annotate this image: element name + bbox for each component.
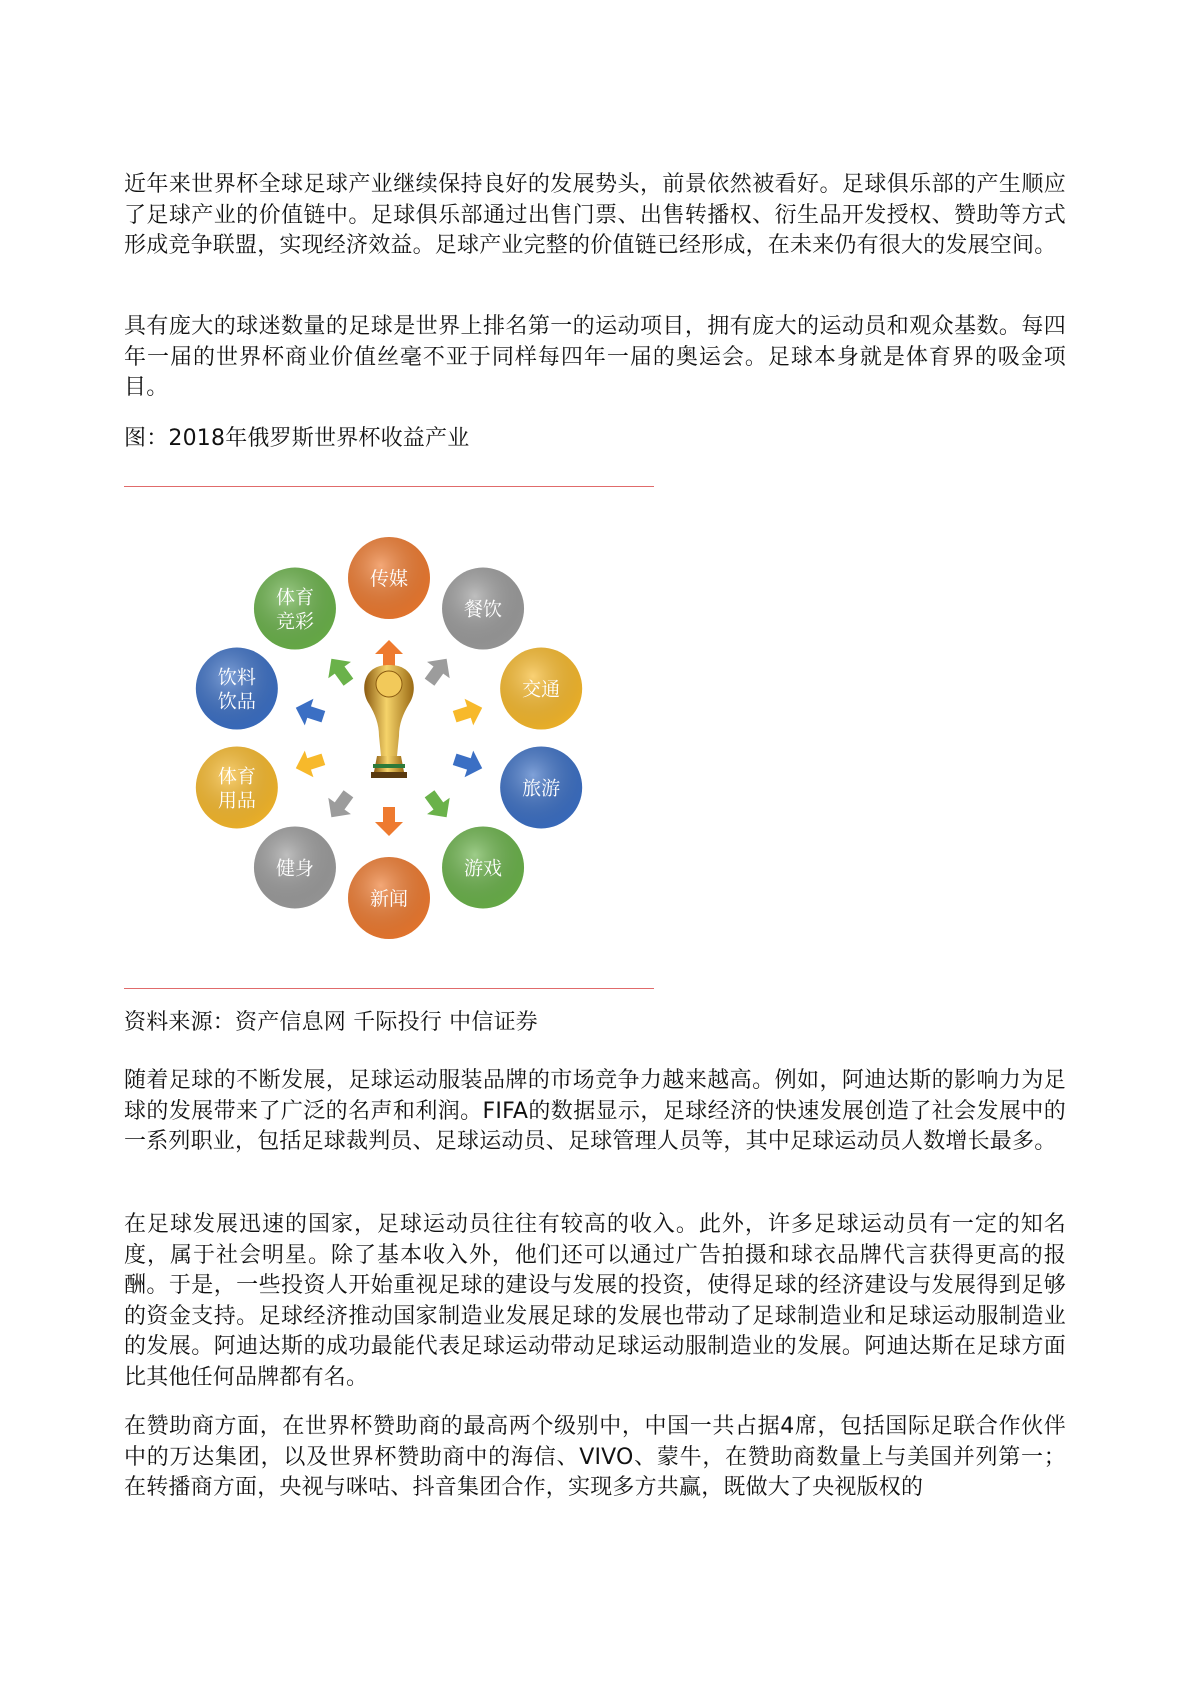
figure-bottom-rule (124, 988, 654, 989)
paragraph-3: 随着足球的不断发展，足球运动服装品牌的市场竞争力越来越高。例如，阿迪达斯的影响力为足球的发展带来了广泛的名声和利润。FIFA的数据显示，足球经济的快速发展创造了社会发展中的一系列职业，包括足球裁判员、足球运动员、足球管理人员等，其中足球运动员人数增长最多。 (124, 1068, 1066, 1154)
arrow-icon (418, 786, 458, 826)
node-label: 饮品 (217, 690, 256, 713)
arrow-icon (291, 746, 327, 782)
node-label: 传媒 (369, 568, 409, 590)
diagram-node (196, 746, 278, 828)
arrow-icon (375, 807, 403, 836)
paragraph-1: 近年来世界杯全球足球产业继续保持良好的发展势头，前景依然被看好。足球俱乐部的产生顺应了足球产业的价值链中。足球俱乐部通过出售门票、出售转播权、衍生品开发授权、赞助等方式形成竞争联盟，实现经济效益。足球产业完整的价值链已经形成，在未来仍有很大的发展空间。 (124, 172, 1066, 258)
node-label: 餐饮 (464, 598, 503, 621)
diagram-node (348, 857, 430, 939)
arrow-icon (291, 694, 327, 730)
arrow-icon (320, 650, 360, 690)
diagram-node (254, 568, 336, 650)
diagram-node (442, 568, 524, 650)
diagram-node (442, 826, 524, 908)
paragraph-4: 在足球发展迅速的国家，足球运动员往往有较高的收入。此外，许多足球运动员有一定的知名度，属于社会明星。除了基本收入外，他们还可以通过广告拍摄和球衣品牌代言获得更高的报酬。于是，一些投资人开始重视足球的建设与发展的投资，使得足球的经济建设与发展得到足够的资金支持。足球经济推动国家制造业发展足球的发展也带动了足球制造业和足球运动服制造业的发展。阿迪达斯的成功最能代表足球运动带动足球运动服制造业的发展。阿迪达斯在足球方面比其他任何品牌都有名。 (124, 1212, 1066, 1390)
node-label: 饮料 (217, 666, 256, 689)
revenue-industries-diagram (164, 496, 614, 976)
arrow-icon (320, 786, 360, 826)
arrow-icon (450, 746, 486, 782)
node-label: 游戏 (464, 857, 503, 880)
diagram-node (348, 537, 430, 619)
node-label: 新闻 (369, 888, 409, 910)
diagram-node (254, 826, 336, 908)
world-cup-trophy-icon (364, 665, 414, 778)
node-label: 体育 (275, 586, 314, 609)
diagram-node (500, 648, 582, 730)
node-label: 交通 (522, 678, 561, 701)
diagram-node (196, 648, 278, 730)
node-label: 健身 (275, 857, 314, 880)
arrow-icon (375, 640, 403, 669)
arrow-icon (418, 650, 458, 690)
figure-caption: 图：2018年俄罗斯世界杯收益产业 (124, 426, 470, 451)
node-label: 体育 (217, 765, 256, 788)
figure-source: 资料来源：资产信息网 千际投行 中信证券 (124, 1010, 538, 1035)
diagram-node (500, 746, 582, 828)
node-label: 竞彩 (275, 610, 314, 633)
arrow-icon (450, 694, 486, 730)
node-label: 旅游 (522, 777, 561, 800)
paragraph-5: 在赞助商方面，在世界杯赞助商的最高两个级别中，中国一共占据4席，包括国际足联合作伙伴中的万达集团，以及世界杯赞助商中的海信、VIVO、蒙牛，在赞助商数量上与美国并列第一；在转播商方面，央视与咪咕、抖音集团合作，实现多方共赢，既做大了央视版权的 (124, 1414, 1066, 1500)
node-label: 用品 (217, 789, 256, 812)
figure-top-rule (124, 486, 654, 487)
paragraph-2: 具有庞大的球迷数量的足球是世界上排名第一的运动项目，拥有庞大的运动员和观众基数。每四年一届的世界杯商业价值丝毫不亚于同样每四年一届的奥运会。足球本身就是体育界的吸金项目。 (124, 314, 1066, 400)
